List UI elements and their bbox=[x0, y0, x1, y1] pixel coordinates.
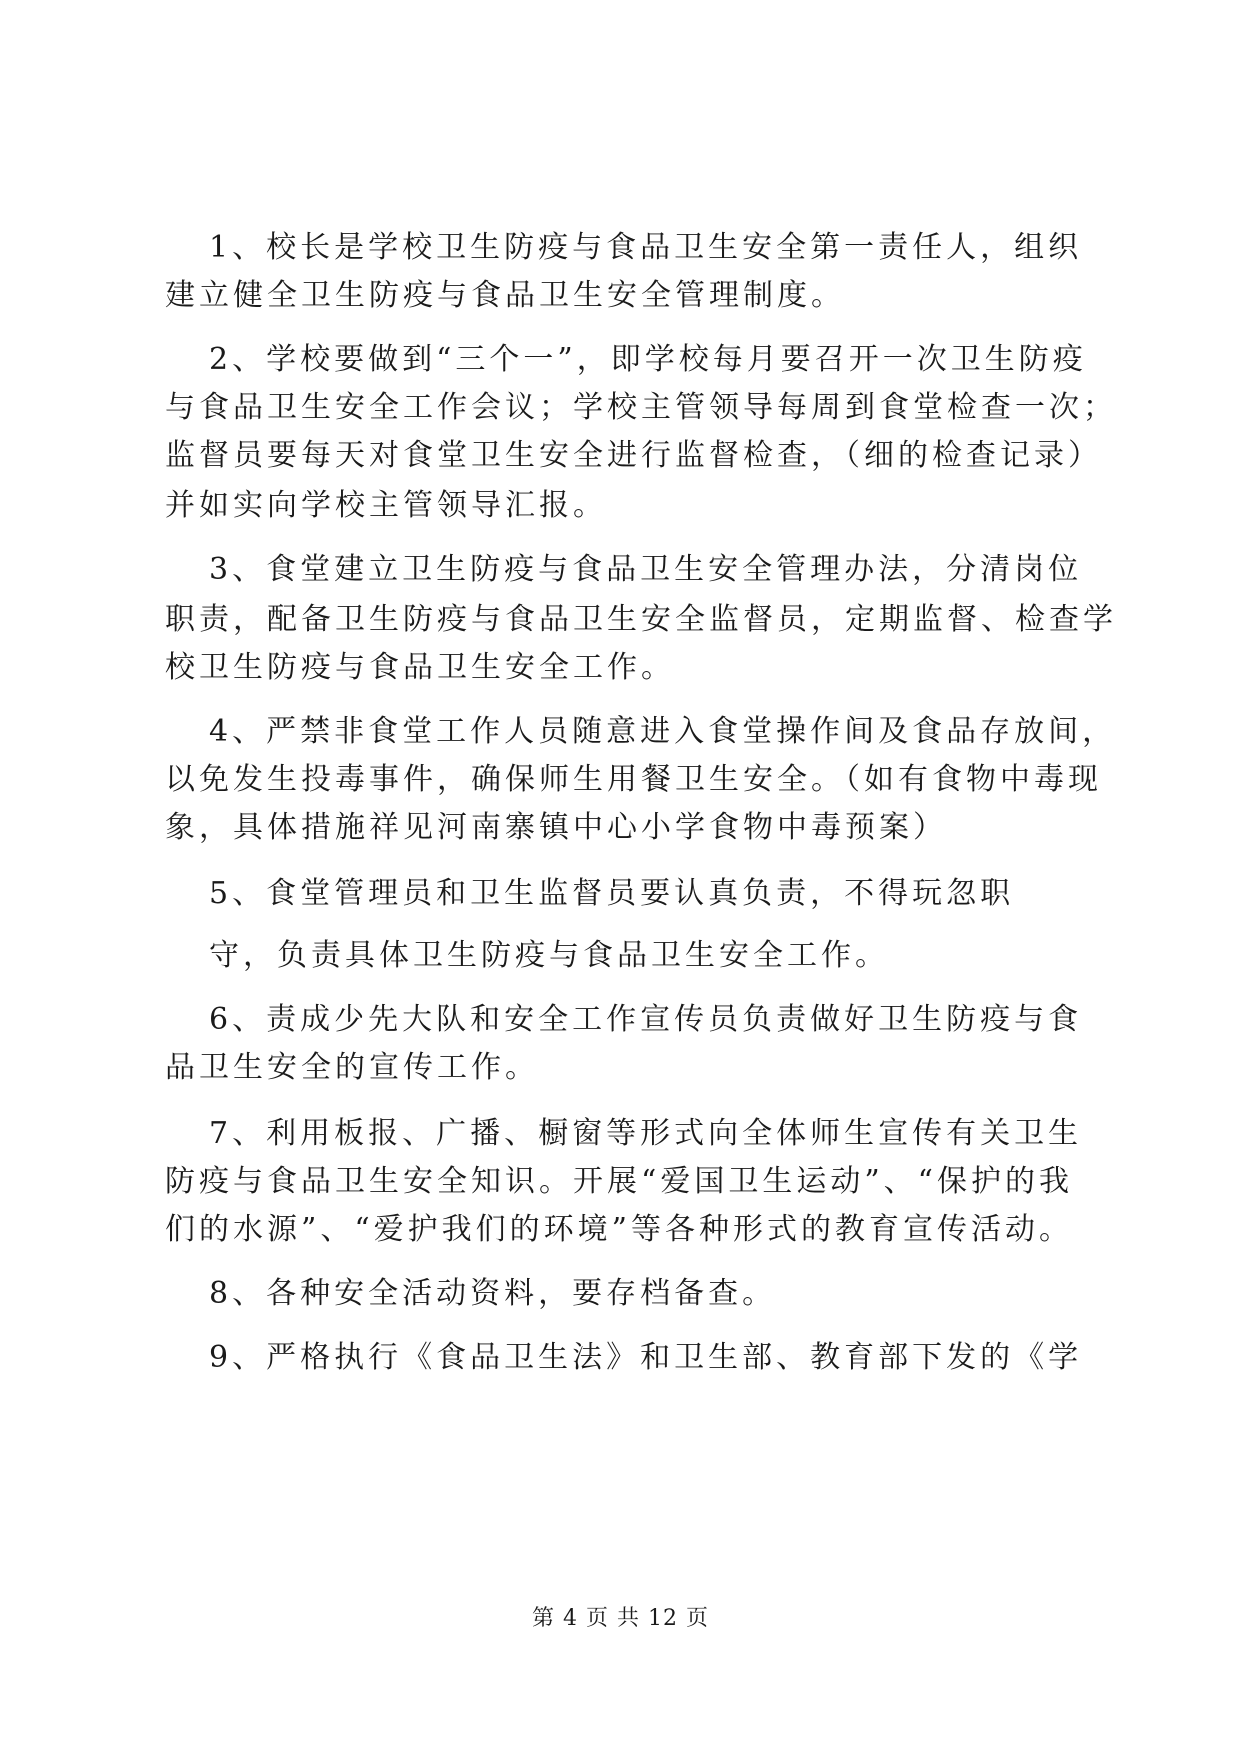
text-line: 8、各种安全活动资料，要存档备查。 bbox=[209, 1276, 777, 1311]
text-line: 并如实向学校主管领导汇报。 bbox=[165, 488, 607, 523]
text-line: 与食品卫生安全工作会议；学校主管领导每周到食堂检查一次； bbox=[165, 390, 1117, 425]
page-footer: 第 4 页 共 12 页 bbox=[532, 1606, 709, 1631]
text-line: 监督员要每天对食堂卫生安全进行监督检查，（细的检查记录） bbox=[165, 438, 1102, 473]
text-line: 品卫生安全的宣传工作。 bbox=[165, 1050, 539, 1085]
text-line: 7、利用板报、广播、橱窗等形式向全体师生宣传有关卫生 bbox=[209, 1116, 1083, 1151]
text-line: 守，负责具体卫生防疫与食品卫生安全工作。 bbox=[209, 938, 889, 973]
text-line: 建立健全卫生防疫与食品卫生安全管理制度。 bbox=[165, 278, 845, 313]
text-line: 5、食堂管理员和卫生监督员要认真负责，不得玩忽职 bbox=[209, 876, 1015, 911]
text-line: 职责，配备卫生防疫与食品卫生安全监督员，定期监督、检查学 bbox=[165, 602, 1117, 637]
text-line: 2、学校要做到“三个一”，即学校每月要召开一次卫生防疫 bbox=[209, 342, 1087, 377]
text-line: 9、严格执行《食品卫生法》和卫生部、教育部下发的《学 bbox=[209, 1340, 1083, 1375]
text-line: 4、严禁非食堂工作人员随意进入食堂操作间及食品存放间， bbox=[209, 714, 1117, 749]
text-line: 们的水源”、“爱护我们的环境”等各种形式的教育宣传活动。 bbox=[165, 1212, 1074, 1247]
text-line: 以免发生投毒事件，确保师生用餐卫生安全。（如有食物中毒现 bbox=[165, 762, 1102, 797]
text-line: 防疫与食品卫生安全知识。开展“爱国卫生运动”、“保护的我 bbox=[165, 1164, 1074, 1199]
text-line: 象，具体措施祥见河南寨镇中心小学食物中毒预案） bbox=[165, 810, 947, 845]
text-line: 校卫生防疫与食品卫生安全工作。 bbox=[165, 650, 675, 685]
text-line: 3、食堂建立卫生防疫与食品卫生安全管理办法，分清岗位 bbox=[209, 552, 1083, 587]
text-line: 6、责成少先大队和安全工作宣传员负责做好卫生防疫与食 bbox=[209, 1002, 1083, 1037]
text-line: 1、校长是学校卫生防疫与食品卫生安全第一责任人，组织 bbox=[209, 230, 1083, 265]
